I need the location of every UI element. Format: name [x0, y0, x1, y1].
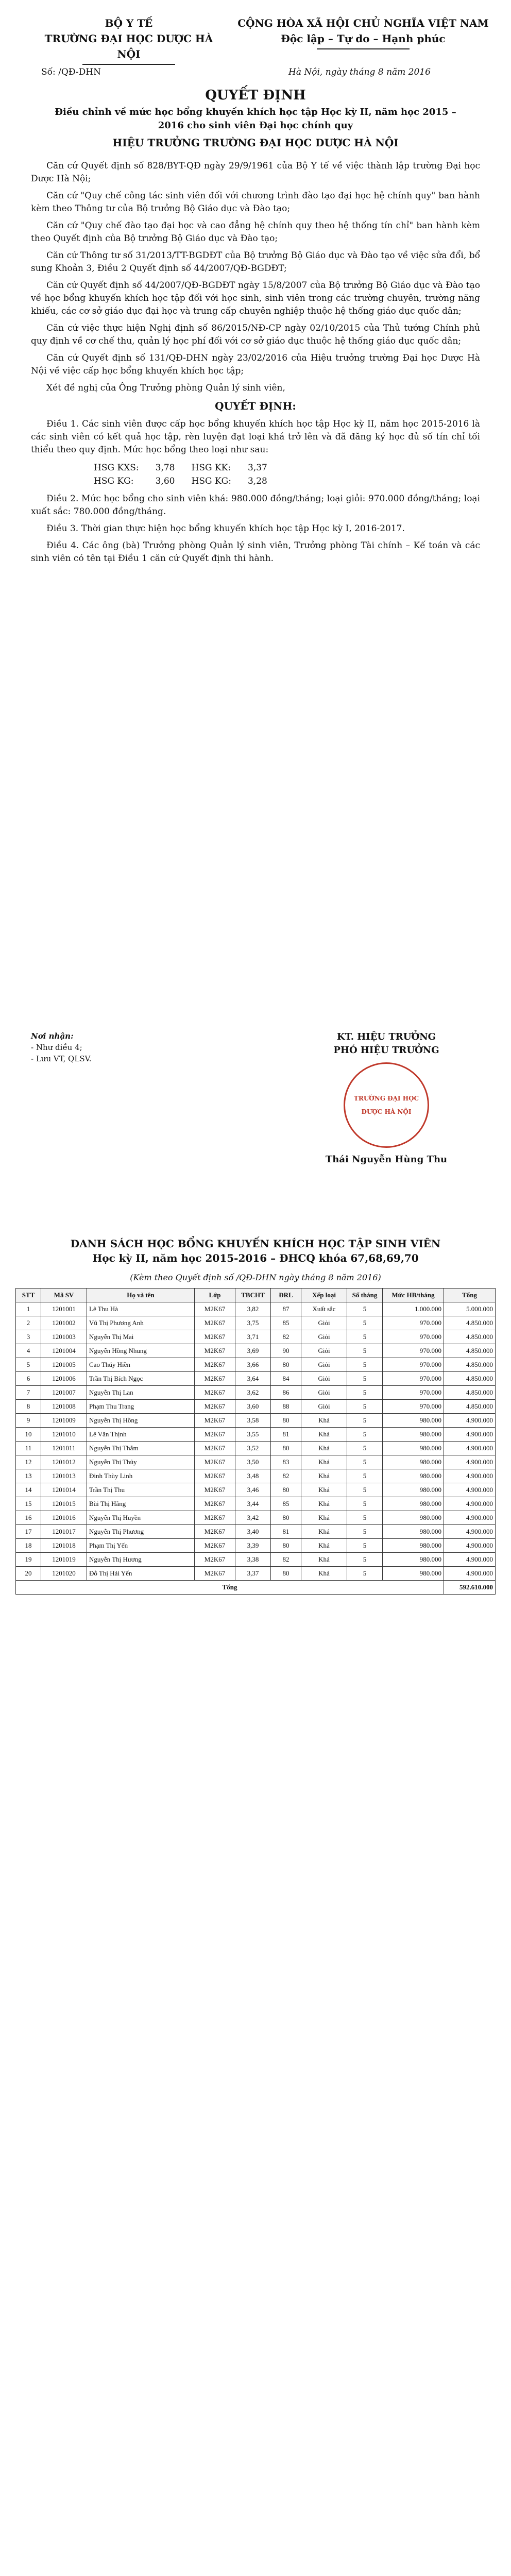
total-value: 592.610.000: [444, 1581, 496, 1595]
table-cell: Giỏi: [301, 1400, 347, 1414]
table-cell: M2K67: [195, 1302, 235, 1316]
table-cell: Nguyễn Thị Lan: [87, 1386, 195, 1400]
article-4: Điều 4. Các ông (bà) Trưởng phòng Quản lý sinh viên, Trưởng phòng Tài chính – Kế toán và các sinh viên có tên tại Điều 1 căn cứ Quyết định thi hành.: [31, 540, 480, 564]
table-cell: 970.000: [383, 1386, 444, 1400]
table-row: [16, 1358, 496, 1372]
table-cell: 3,75: [235, 1316, 271, 1330]
stamp-text: TRƯỜNG ĐẠI HỌC DƯỢC HÀ NỘI: [353, 1095, 419, 1115]
table-cell: 80: [271, 1483, 301, 1497]
table-row: [16, 1483, 496, 1497]
table-cell: 1201020: [41, 1567, 87, 1581]
table-cell: 84: [271, 1372, 301, 1386]
table-cell: 5: [16, 1358, 41, 1372]
recipients-block: [31, 1030, 237, 1064]
table-cell: Cao Thúy Hiền: [87, 1358, 195, 1372]
table-cell: 980.000: [383, 1497, 444, 1511]
table-cell: 4.850.000: [444, 1386, 496, 1400]
signature-block: [288, 1030, 484, 1166]
table-cell: 4.900.000: [444, 1483, 496, 1497]
table-cell: 10: [16, 1428, 41, 1442]
table-cell: 3,38: [235, 1553, 271, 1567]
table-cell: 3,40: [235, 1525, 271, 1539]
table-cell: 4.900.000: [444, 1525, 496, 1539]
table-cell: Giỏi: [301, 1330, 347, 1344]
table-cell: 8: [16, 1400, 41, 1414]
table-cell: 5: [347, 1302, 383, 1316]
table-cell: Lê Văn Thịnh: [87, 1428, 195, 1442]
table-cell: 1201009: [41, 1414, 87, 1428]
table-cell: 5: [347, 1400, 383, 1414]
table-cell: 5: [347, 1497, 383, 1511]
recipient-item: - Lưu VT, QLSV.: [31, 1054, 92, 1063]
table-total-row: [16, 1581, 496, 1595]
official-stamp: [344, 1062, 429, 1148]
column-header: Mã SV: [41, 1289, 87, 1302]
grade-label: HSG KG:: [94, 476, 134, 486]
table-cell: 3,39: [235, 1539, 271, 1553]
table-cell: 970.000: [383, 1344, 444, 1358]
table-cell: 3,82: [235, 1302, 271, 1316]
table-cell: 4.900.000: [444, 1497, 496, 1511]
table-cell: 9: [16, 1414, 41, 1428]
decision-subtitle: Điều chỉnh về mức học bổng khuyến khích học tập Học kỳ II, năm học 2015 – 2016 cho sinh viên Đại học chính quy: [55, 107, 456, 131]
article-1: Điều 1. Các sinh viên được cấp học bổng khuyến khích học tập Học kỳ II, năm học 2015-2016 là các sinh viên có kết quả học tập, rèn luyện đạt loại khá trở lên và đã đăng ký học đủ số tín chỉ tối thiểu theo quy định. Mức học bổng theo loại như sau:: [31, 419, 480, 455]
table-cell: 1.000.000: [383, 1302, 444, 1316]
recipient-item: - Như điều 4;: [31, 1043, 82, 1052]
table-cell: 19: [16, 1553, 41, 1567]
paragraph: Căn cứ Thông tư số 31/2013/TT-BGDĐT của Bộ trưởng Bộ Giáo dục và Đào tạo về việc sửa đổi, bổ sung Khoản 3, Điều 2 Quyết định số 44/2007/QĐ-BGDĐT;: [31, 250, 480, 274]
grade-value: 3,28: [247, 476, 267, 486]
table-cell: 5: [347, 1414, 383, 1428]
table-cell: 4.900.000: [444, 1428, 496, 1442]
table-row: [16, 1344, 496, 1358]
table-cell: 85: [271, 1497, 301, 1511]
table-cell: 3,62: [235, 1386, 271, 1400]
table-cell: Đinh Thùy Linh: [87, 1469, 195, 1483]
table-cell: Trần Thị Bích Ngọc: [87, 1372, 195, 1386]
table-cell: 1201002: [41, 1316, 87, 1330]
column-header: STT: [16, 1289, 41, 1302]
table-cell: 82: [271, 1553, 301, 1567]
table-cell: 980.000: [383, 1567, 444, 1581]
table-cell: 5: [347, 1372, 383, 1386]
table-cell: 4.850.000: [444, 1316, 496, 1330]
sign-role: PHÓ HIỆU TRƯỞNG: [333, 1045, 439, 1056]
table-row: [16, 1511, 496, 1525]
column-header: TBCHT: [235, 1289, 271, 1302]
table-row: [16, 1386, 496, 1400]
table-row: [16, 1469, 496, 1483]
table-cell: 14: [16, 1483, 41, 1497]
table-cell: Giỏi: [301, 1372, 347, 1386]
column-header: Họ và tên: [87, 1289, 195, 1302]
table-cell: 4.850.000: [444, 1358, 496, 1372]
table-body: [16, 1302, 496, 1581]
table-cell: Nguyễn Hồng Nhung: [87, 1344, 195, 1358]
table-cell: 87: [271, 1302, 301, 1316]
table-row: [16, 1400, 496, 1414]
divider: [82, 64, 175, 65]
grade-label: HSG KG:: [191, 476, 231, 486]
table-cell: M2K67: [195, 1400, 235, 1414]
table-cell: 16: [16, 1511, 41, 1525]
table-cell: M2K67: [195, 1414, 235, 1428]
table-cell: 980.000: [383, 1553, 444, 1567]
table-row: [16, 1525, 496, 1539]
column-header: Mức HB/tháng: [383, 1289, 444, 1302]
table-cell: 90: [271, 1344, 301, 1358]
paragraph: Xét đề nghị của Ông Trưởng phòng Quản lý sinh viên,: [46, 383, 285, 393]
table-row: [16, 1497, 496, 1511]
grade-thresholds: [93, 461, 284, 488]
table-cell: 5.000.000: [444, 1302, 496, 1316]
table-cell: Nguyễn Thị Huyền: [87, 1511, 195, 1525]
national-motto-block: [237, 15, 489, 52]
table-cell: 83: [271, 1455, 301, 1469]
grade-label: HSG KXS:: [94, 463, 139, 473]
table-cell: Khá: [301, 1525, 347, 1539]
table-cell: 3,55: [235, 1428, 271, 1442]
table-cell: 7: [16, 1386, 41, 1400]
table-cell: 980.000: [383, 1414, 444, 1428]
table-cell: 86: [271, 1386, 301, 1400]
table-cell: Khá: [301, 1483, 347, 1497]
table-cell: 82: [271, 1469, 301, 1483]
table-cell: 85: [271, 1316, 301, 1330]
paragraph: Căn cứ Quyết định số 828/BYT-QĐ ngày 29/9/1961 của Bộ Y tế về việc thành lập trường Đại học Dược Hà Nội;: [31, 161, 480, 184]
table-cell: Giỏi: [301, 1344, 347, 1358]
table-cell: 1201003: [41, 1330, 87, 1344]
table-cell: M2K67: [195, 1372, 235, 1386]
table-cell: Khá: [301, 1455, 347, 1469]
table-cell: 1: [16, 1302, 41, 1316]
table-cell: 1201015: [41, 1497, 87, 1511]
table-cell: Trần Thị Thu: [87, 1483, 195, 1497]
recipients-title: Nơi nhận:: [31, 1031, 74, 1041]
table-cell: Nguyễn Thị Thắm: [87, 1442, 195, 1455]
table-cell: Giỏi: [301, 1316, 347, 1330]
table-cell: 4.900.000: [444, 1455, 496, 1469]
paragraph: Căn cứ việc thực hiện Nghị định số 86/2015/NĐ-CP ngày 02/10/2015 của Thủ tướng Chính phủ quy định về cơ chế thu, quản lý học phí đối với cơ sở giáo dục thuộc hệ thống giáo dục quốc dân;: [31, 323, 480, 346]
table-cell: Nguyễn Thị Phương: [87, 1525, 195, 1539]
table-cell: 3,42: [235, 1511, 271, 1525]
document-date: Hà Nội, ngày tháng 8 năm 2016: [288, 67, 431, 77]
paragraph: Căn cứ Quyết định số 131/QĐ-DHN ngày 23/02/2016 của Hiệu trưởng trường Đại học Dược Hà Nội về việc cấp học bổng khuyến khích học tập;: [31, 353, 480, 376]
table-cell: Giỏi: [301, 1358, 347, 1372]
table-cell: 80: [271, 1567, 301, 1581]
table-cell: 13: [16, 1469, 41, 1483]
table-cell: 980.000: [383, 1511, 444, 1525]
table-cell: M2K67: [195, 1316, 235, 1330]
table-cell: 81: [271, 1428, 301, 1442]
table-cell: 4.900.000: [444, 1553, 496, 1567]
table-cell: 1201004: [41, 1344, 87, 1358]
grade-value: 3,78: [155, 463, 175, 473]
table-cell: Khá: [301, 1511, 347, 1525]
paragraph: Căn cứ "Quy chế công tác sinh viên đối với chương trình đào tạo đại học hệ chính quy" ban hành kèm theo Thông tư của Bộ trưởng Bộ Giáo dục và Đào tạo;: [31, 191, 480, 214]
table-cell: 1201010: [41, 1428, 87, 1442]
decision-body: [31, 160, 480, 569]
table-cell: 80: [271, 1511, 301, 1525]
table-cell: 4.850.000: [444, 1400, 496, 1414]
table-cell: Nguyễn Thị Thủy: [87, 1455, 195, 1469]
table-cell: M2K67: [195, 1483, 235, 1497]
table-cell: 1201011: [41, 1442, 87, 1455]
table-cell: Giỏi: [301, 1386, 347, 1400]
table-cell: M2K67: [195, 1553, 235, 1567]
table-cell: 12: [16, 1455, 41, 1469]
table-cell: 5: [347, 1483, 383, 1497]
table-cell: 20: [16, 1567, 41, 1581]
table-cell: M2K67: [195, 1469, 235, 1483]
table-cell: 80: [271, 1414, 301, 1428]
table-cell: 970.000: [383, 1316, 444, 1330]
table-row: [16, 1414, 496, 1428]
table-cell: M2K67: [195, 1525, 235, 1539]
table-cell: 82: [271, 1330, 301, 1344]
table-cell: 18: [16, 1539, 41, 1553]
table-cell: M2K67: [195, 1428, 235, 1442]
table-cell: Xuất sắc: [301, 1302, 347, 1316]
table-cell: 5: [347, 1386, 383, 1400]
table-cell: 970.000: [383, 1372, 444, 1386]
table-cell: Khá: [301, 1428, 347, 1442]
table-cell: 4.900.000: [444, 1539, 496, 1553]
table-cell: 1201016: [41, 1511, 87, 1525]
table-cell: 3,66: [235, 1358, 271, 1372]
list-title: [21, 1236, 490, 1265]
article-3: Điều 3. Thời gian thực hiện học bổng khuyến khích học tập Học kỳ I, 2016-2017.: [46, 523, 405, 534]
table-cell: 1201012: [41, 1455, 87, 1469]
table-cell: Lê Thu Hà: [87, 1302, 195, 1316]
table-cell: 5: [347, 1511, 383, 1525]
table-cell: Nguyễn Thị Hồng: [87, 1414, 195, 1428]
table-cell: 80: [271, 1539, 301, 1553]
list-heading: DANH SÁCH HỌC BỔNG KHUYẾN KHÍCH HỌC TẬP SINH VIÊN: [70, 1238, 441, 1250]
table-cell: 4.850.000: [444, 1372, 496, 1386]
signer-name: Thái Nguyễn Hùng Thu: [325, 1154, 448, 1165]
table-cell: 1201005: [41, 1358, 87, 1372]
divider: [317, 48, 410, 49]
table-cell: 3,58: [235, 1414, 271, 1428]
decision-title: QUYẾT ĐỊNH: [205, 88, 306, 103]
table-cell: M2K67: [195, 1442, 235, 1455]
table-cell: M2K67: [195, 1511, 235, 1525]
table-cell: 1201008: [41, 1400, 87, 1414]
table-cell: 80: [271, 1358, 301, 1372]
sign-role: KT. HIỆU TRƯỞNG: [337, 1031, 436, 1042]
table-row: [16, 1372, 496, 1386]
column-header: Tổng: [444, 1289, 496, 1302]
table-cell: Vũ Thị Phương Anh: [87, 1316, 195, 1330]
table-cell: 3,52: [235, 1442, 271, 1455]
table-cell: 3,69: [235, 1344, 271, 1358]
table-cell: 980.000: [383, 1525, 444, 1539]
table-cell: 4: [16, 1344, 41, 1358]
table-row: [16, 1316, 496, 1330]
table-cell: 4.850.000: [444, 1344, 496, 1358]
document-number: Số: /QĐ-DHN: [41, 67, 101, 77]
table-row: [16, 1428, 496, 1442]
table-cell: 980.000: [383, 1483, 444, 1497]
total-label: Tổng: [16, 1581, 444, 1595]
authority-title: HIỆU TRƯỞNG TRƯỜNG ĐẠI HỌC DƯỢC HÀ NỘI: [112, 137, 399, 149]
table-cell: M2K67: [195, 1539, 235, 1553]
table-row: [16, 1455, 496, 1469]
table-row: [16, 1539, 496, 1553]
table-cell: 970.000: [383, 1400, 444, 1414]
table-row: [16, 1302, 496, 1316]
table-cell: 88: [271, 1400, 301, 1414]
column-header: Xếp loại: [301, 1289, 347, 1302]
table-row: [16, 1553, 496, 1567]
table-row: [16, 1442, 496, 1455]
table-cell: 5: [347, 1525, 383, 1539]
table-cell: 1201018: [41, 1539, 87, 1553]
table-cell: 1201001: [41, 1302, 87, 1316]
table-cell: 980.000: [383, 1539, 444, 1553]
table-cell: 17: [16, 1525, 41, 1539]
table-cell: Khá: [301, 1497, 347, 1511]
table-cell: 5: [347, 1455, 383, 1469]
table-cell: Khá: [301, 1567, 347, 1581]
table-cell: 5: [347, 1442, 383, 1455]
table-cell: 5: [347, 1567, 383, 1581]
table-row: [16, 1330, 496, 1344]
table-cell: 1201006: [41, 1372, 87, 1386]
table-cell: Khá: [301, 1553, 347, 1567]
motto: Độc lập – Tự do – Hạnh phúc: [281, 32, 446, 45]
table-cell: 970.000: [383, 1358, 444, 1372]
table-cell: 980.000: [383, 1469, 444, 1483]
issuer-block: [41, 15, 216, 67]
column-header: Số tháng: [347, 1289, 383, 1302]
grade-value: 3,60: [155, 476, 175, 486]
table-cell: 5: [347, 1553, 383, 1567]
grade-value: 3,37: [247, 463, 267, 473]
column-header: ĐRL: [271, 1289, 301, 1302]
list-subheading: Học kỳ II, năm học 2015-2016 – ĐHCQ khóa 67,68,69,70: [92, 1252, 419, 1264]
table-cell: 5: [347, 1358, 383, 1372]
table-cell: 5: [347, 1344, 383, 1358]
list-meta: (Kèm theo Quyết định số /QĐ-DHN ngày tháng 8 năm 2016): [130, 1273, 381, 1282]
table-cell: 970.000: [383, 1330, 444, 1344]
table-cell: 980.000: [383, 1428, 444, 1442]
table-cell: 5: [347, 1428, 383, 1442]
table-cell: Phạm Thu Trang: [87, 1400, 195, 1414]
table-header-row: [16, 1289, 496, 1302]
table-cell: 15: [16, 1497, 41, 1511]
table-cell: Nguyễn Thị Mai: [87, 1330, 195, 1344]
article-2: Điều 2. Mức học bổng cho sinh viên khá: 980.000 đồng/tháng; loại giỏi: 970.000 đồng/tháng; loại xuất sắc: 780.000 đồng/tháng.: [31, 494, 480, 517]
ministry-name: BỘ Y TẾ: [105, 17, 153, 29]
table-cell: 4.850.000: [444, 1330, 496, 1344]
table-cell: 3,71: [235, 1330, 271, 1344]
table-cell: Nguyễn Thị Hương: [87, 1553, 195, 1567]
table-cell: 80: [271, 1442, 301, 1455]
table-cell: 3,64: [235, 1372, 271, 1386]
table-cell: 4.900.000: [444, 1511, 496, 1525]
table-cell: 4.900.000: [444, 1567, 496, 1581]
table-cell: 4.900.000: [444, 1414, 496, 1428]
table-cell: 980.000: [383, 1442, 444, 1455]
scholarship-table: [15, 1288, 496, 1595]
grade-label: HSG KK:: [191, 463, 231, 473]
table-cell: 1201013: [41, 1469, 87, 1483]
university-name: TRƯỜNG ĐẠI HỌC DƯỢC HÀ NỘI: [44, 32, 213, 60]
table-cell: M2K67: [195, 1358, 235, 1372]
table-cell: 1201019: [41, 1553, 87, 1567]
table-cell: 81: [271, 1525, 301, 1539]
table-cell: 1201014: [41, 1483, 87, 1497]
table-cell: 5: [347, 1469, 383, 1483]
table-cell: 1201017: [41, 1525, 87, 1539]
table-cell: Khá: [301, 1442, 347, 1455]
table-cell: M2K67: [195, 1455, 235, 1469]
table-cell: M2K67: [195, 1497, 235, 1511]
table-row: [16, 1567, 496, 1581]
table-cell: Khá: [301, 1414, 347, 1428]
table-cell: 3,50: [235, 1455, 271, 1469]
table-cell: 5: [347, 1539, 383, 1553]
table-cell: M2K67: [195, 1330, 235, 1344]
table-cell: 3,44: [235, 1497, 271, 1511]
table-cell: 3,60: [235, 1400, 271, 1414]
paragraph: Căn cứ "Quy chế đào tạo đại học và cao đẳng hệ chính quy theo hệ thống tín chỉ" ban hành kèm theo Quyết định của Bộ trưởng Bộ Giáo dục và Đào tạo;: [31, 221, 480, 244]
table-cell: 4.900.000: [444, 1469, 496, 1483]
table-cell: M2K67: [195, 1344, 235, 1358]
table-cell: Khá: [301, 1539, 347, 1553]
decide-heading: QUYẾT ĐỊNH:: [215, 400, 296, 412]
table-cell: 6: [16, 1372, 41, 1386]
table-cell: 11: [16, 1442, 41, 1455]
table-cell: 3,48: [235, 1469, 271, 1483]
paragraph: Căn cứ Quyết định số 44/2007/QĐ-BGDĐT ngày 15/8/2007 của Bộ trưởng Bộ Giáo dục và Đào tạo về học bổng khuyến khích học tập đối với học sinh, sinh viên trong các trường chuyên, trường năng khiếu, các cơ sở giáo dục đại học và trung cấp chuyên nghiệp thuộc hệ thống giáo dục quốc dân;: [31, 280, 480, 316]
table-cell: 3,37: [235, 1567, 271, 1581]
table-cell: Đỗ Thị Hải Yến: [87, 1567, 195, 1581]
table-cell: 3,46: [235, 1483, 271, 1497]
table-cell: 1201007: [41, 1386, 87, 1400]
table-cell: 3: [16, 1330, 41, 1344]
table-cell: M2K67: [195, 1386, 235, 1400]
table-cell: 4.900.000: [444, 1442, 496, 1455]
table-cell: 5: [347, 1316, 383, 1330]
table-cell: Phạm Thị Yến: [87, 1539, 195, 1553]
table-cell: 5: [347, 1330, 383, 1344]
table-cell: Bùi Thị Hằng: [87, 1497, 195, 1511]
country-name: CỘNG HÒA XÃ HỘI CHỦ NGHĨA VIỆT NAM: [237, 17, 489, 29]
table-cell: 980.000: [383, 1455, 444, 1469]
table-cell: M2K67: [195, 1567, 235, 1581]
table-cell: 2: [16, 1316, 41, 1330]
column-header: Lớp: [195, 1289, 235, 1302]
table-cell: Khá: [301, 1469, 347, 1483]
